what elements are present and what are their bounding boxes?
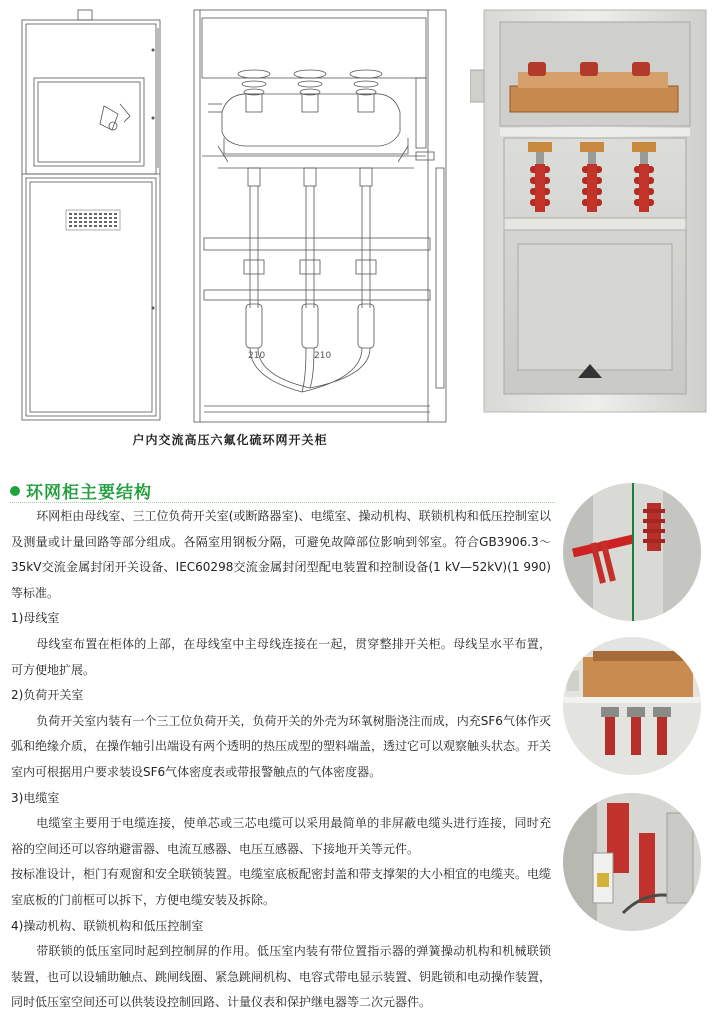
cabinet-interior-photo	[470, 8, 710, 416]
front-elevation-drawing	[18, 8, 166, 426]
dimension-label-right: 210	[314, 351, 332, 361]
paragraph-intro: 环网柜由母线室、三工位负荷开关室(或断路器室)、电缆室、操动机构、联锁机构和低压控制室以及测量或计量回路等部分组成。各隔室用钢板分隔，可避免故障部位影响到邻室。符合GB3906.3～35kV交流金属封闭开关设备、IEC60298交流金属封闭型配电装置和控制设备(1 kV—52kV)(1 990)等标准。	[11, 509, 551, 600]
subtitle-cable-room: 3)电缆室	[11, 790, 60, 805]
section-heading: 环网柜主要结构	[26, 483, 152, 503]
detail-photo-mechanism-room	[563, 793, 701, 931]
detail-photo-load-switch-room	[563, 637, 701, 775]
body-text	[11, 504, 551, 1016]
paragraph-mechanism: 带联锁的低压室同时起到控制屏的作用。低压室内装有带位置指示器的弹簧操动机构和机械联锁装置，也可以设辅助触点、跳闸线圈、紧急跳闸机构、电容式带电显示装置、钥匙锁和电动操作装置，同时低压室空间还可以供装设控制回路、计量仪表和保护继电器等二次元器件。	[11, 944, 552, 1010]
paragraph-door-design: 按标准设计，柜门有观窗和安全联锁装置。电缆室底板配密封盖和带支撑架的大小相宜的电缆夹。电缆室底板的门前框可以拆下，方便电缆安装及拆除。	[11, 867, 552, 907]
dimension-label-left: 210	[248, 351, 266, 361]
heading-divider	[10, 502, 555, 503]
subtitle-mechanism: 4)操动机构、联锁机构和低压控制室	[11, 918, 204, 933]
heading-bullet-icon	[10, 486, 20, 496]
figure-caption: 户内交流高压六氟化硫环网开关柜	[132, 433, 328, 447]
paragraph-busbar-room: 母线室布置在柜体的上部，在母线室中主母线连接在一起，贯穿整排开关柜。母线呈水平布置，可方便地扩展。	[11, 636, 551, 677]
paragraph-load-switch-room: 负荷开关室内装有一个三工位负荷开关，负荷开关的外壳为环氧树脂浇注而成，内充SF6气体作灭弧和绝缘介质，在操作轴引出端设有两个透明的热压成型的塑料端盖，透过它可以观察触头状态。开关室内可根据用户要求装设SF6气体密度表或带报警触点的气体密度器。	[11, 713, 552, 779]
section-view-drawing	[188, 8, 452, 426]
detail-photo-cable-room	[563, 483, 701, 621]
subtitle-load-switch-room: 2)负荷开关室	[11, 688, 84, 703]
subtitle-busbar-room: 1)母线室	[11, 611, 60, 626]
paragraph-cable-room: 电缆室主要用于电缆连接，使单芯或三芯电缆可以采用最简单的非屏蔽电缆头进行连接，同时充裕的空间还可以容纳避雷器、电流互感器、电压互感器、下接地开关等元件。	[11, 816, 551, 856]
